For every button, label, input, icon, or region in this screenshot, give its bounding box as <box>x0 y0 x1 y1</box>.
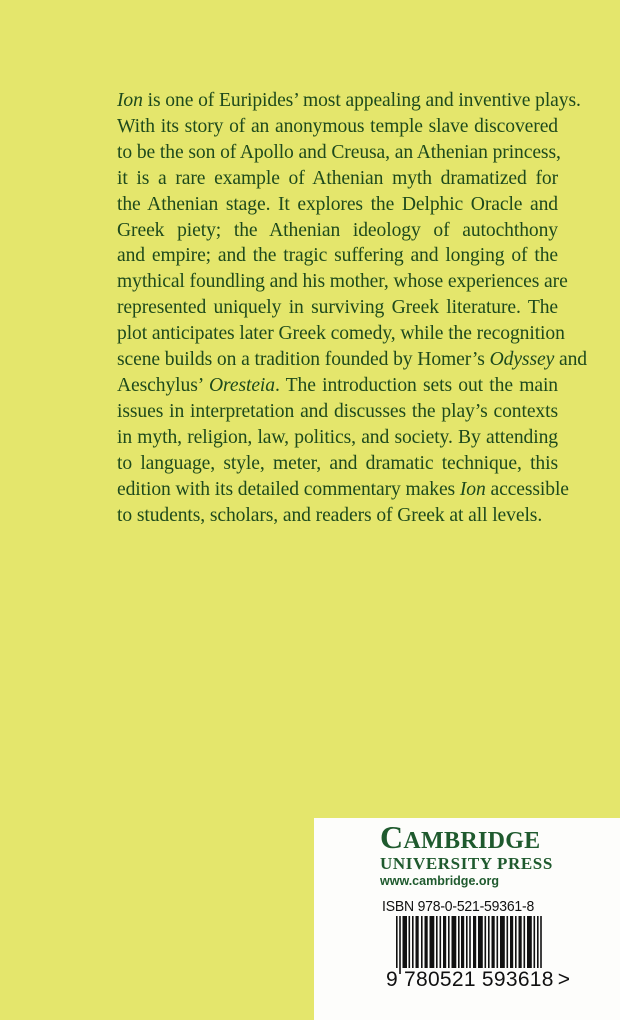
barcode-arrow: > <box>557 968 571 991</box>
blurb-text: scene builds on a tradition founded by Homer’s <box>117 349 490 371</box>
blurb-text: Greek piety; the Athenian ideology of autochthony <box>117 219 558 241</box>
blurb-line <box>117 399 558 425</box>
blurb-line <box>117 425 558 451</box>
blurb-line <box>117 88 581 114</box>
blurb-text: With its story of an anonymous temple slave discovered <box>117 115 558 137</box>
blurb-text: is one of Euripides’ most appealing and inventive plays. <box>142 90 581 111</box>
publisher-name-rest: AMBRIDGE <box>403 828 541 854</box>
odyssey-italic: Odyssey <box>489 349 555 371</box>
blurb-text: to be the son of Apollo and Creusa, an Athenian princess, <box>117 141 561 163</box>
blurb-text: in myth, religion, law, politics, and society. By attending <box>117 426 558 448</box>
blurb-text: to students, scholars, and readers of Greek at all levels. <box>117 504 543 526</box>
blurb-text: the Athenian stage. It explores the Delphic Oracle and <box>117 193 558 215</box>
title-italic: Ion <box>459 478 486 500</box>
blurb-line <box>117 114 558 140</box>
blurb-line <box>117 295 558 321</box>
blurb-line <box>117 347 587 373</box>
blurb-text: Aeschylus’ <box>117 374 209 396</box>
blurb-line <box>117 451 558 477</box>
blurb-text: . The introduction sets out the main <box>274 374 559 396</box>
publisher-initial: C <box>380 819 404 855</box>
publisher-subtitle: UNIVERSITY PRESS <box>380 854 553 873</box>
blurb-line <box>117 166 558 192</box>
blurb-line <box>117 477 569 503</box>
back-cover-blurb <box>117 88 587 528</box>
barcode-digits-group2: 593618 <box>481 968 554 991</box>
blurb-text: and empire; and the tragic suffering and longing of the <box>117 245 558 267</box>
blurb-line <box>117 373 558 399</box>
blurb-text: it is a rare example of Athenian myth dramatized for <box>117 167 558 189</box>
blurb-text: plot anticipates later Greek comedy, while the recognition <box>117 323 565 345</box>
blurb-line <box>117 192 558 218</box>
barcode-digits-group1: 780521 <box>403 968 476 991</box>
blurb-text: edition with its detailed commentary makes <box>117 478 460 500</box>
blurb-line <box>117 140 561 166</box>
blurb-text: to language, style, meter, and dramatic technique, this <box>117 452 558 474</box>
blurb-line <box>117 321 565 347</box>
blurb-line <box>117 218 558 244</box>
blurb-text: and <box>554 349 587 371</box>
isbn-barcode-icon <box>396 916 542 974</box>
blurb-text: mythical foundling and his mother, whose experiences are <box>117 271 568 293</box>
oresteia-italic: Oresteia <box>209 374 275 396</box>
publisher-logo <box>380 819 553 874</box>
publisher-url[interactable]: www.cambridge.org <box>380 874 500 888</box>
isbn-label: ISBN 978-0-521-59361-8 <box>382 897 535 915</box>
blurb-text: represented uniquely in surviving Greek literature. The <box>117 297 558 319</box>
title-italic: Ion <box>117 90 143 111</box>
blurb-line <box>117 269 568 295</box>
blurb-line <box>117 503 558 529</box>
publisher-isbn-box <box>314 818 620 1020</box>
blurb-text: issues in interpretation and discusses the play’s contexts <box>117 400 558 422</box>
barcode-digits <box>386 968 570 992</box>
barcode-digit-lead: 9 <box>386 968 398 991</box>
publisher-name <box>380 819 553 855</box>
blurb-line <box>117 243 558 269</box>
blurb-text: accessible <box>485 478 569 500</box>
